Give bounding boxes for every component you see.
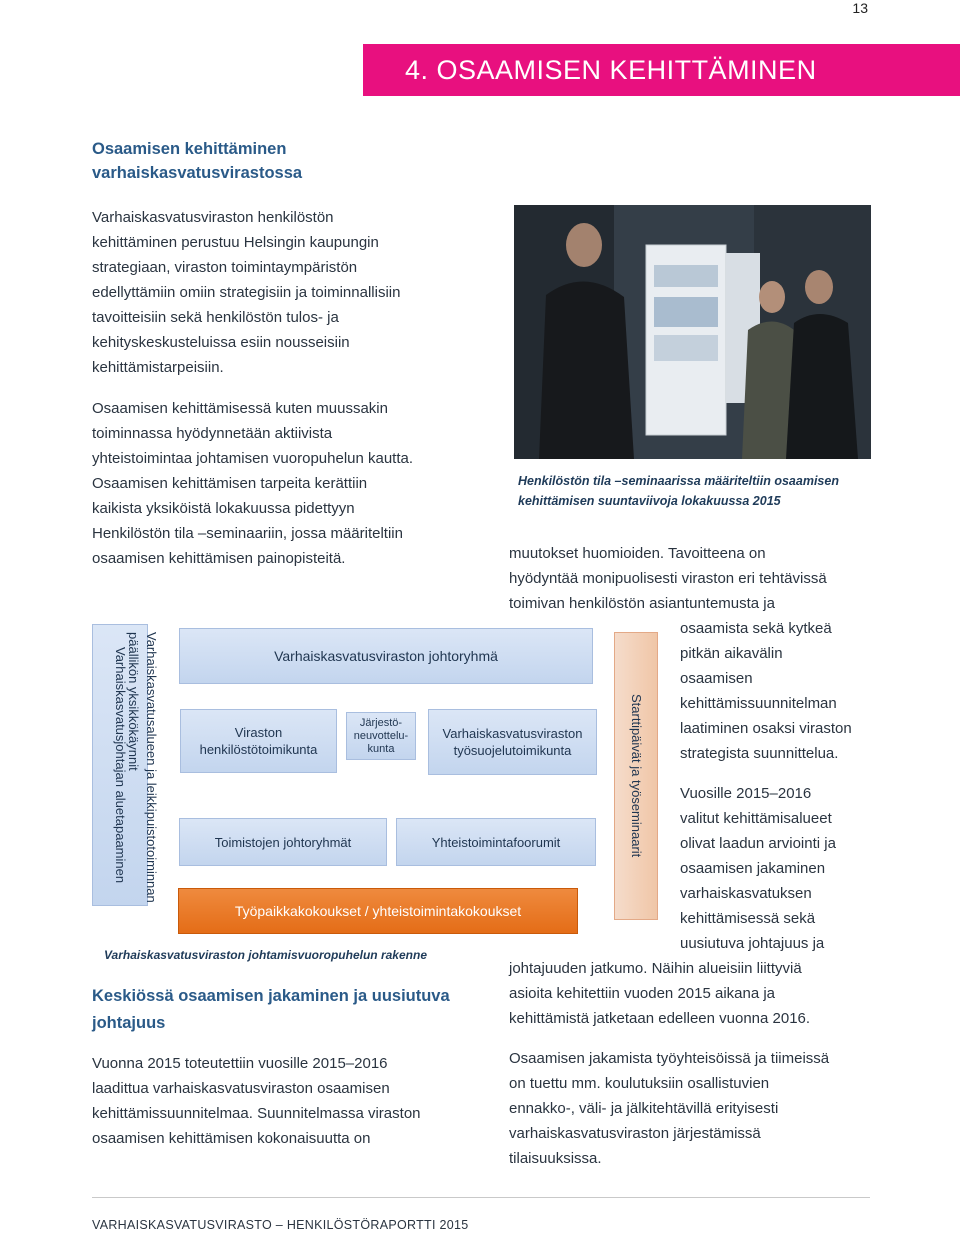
text-line: varhaiskasvatusviraston järjestämissä [509, 1125, 761, 1142]
text-line: johtajuuden jatkumo. Näihin alueisiin liittyviä [509, 960, 802, 977]
box-line: työsuojelutoimikunta [453, 743, 572, 758]
focus-areas-paragraph-full [509, 956, 810, 1031]
right-bar-label: Starttipäivät ja työseminaarit [629, 694, 644, 858]
text-line: kehittämistarpeisiin. [92, 359, 224, 376]
text-line: Osaamisen kehittämisen tarpeita kerättiin [92, 475, 368, 492]
diagram-caption: Varhaiskasvatusviraston johtamisvuoropuhelun rakenne [104, 948, 427, 962]
text-line: osaamisen [680, 670, 753, 687]
left-bar-inner-labels [116, 632, 168, 904]
text-line: Osaamisen jakamista työyhteisöissä ja tiimeissä [509, 1050, 830, 1067]
safety-committee-box [428, 709, 597, 775]
footer-divider [92, 1197, 870, 1198]
text-line: valitut kehittämisalueet [680, 810, 832, 827]
intro-paragraph [92, 205, 400, 380]
page-number: 13 [852, 0, 868, 16]
caption-line: kehittämisen suuntaviivoja lokakuussa 2015 [518, 494, 781, 508]
text-line: toimivan henkilöstön asiantuntemusta ja [509, 595, 775, 612]
left-bar-inner-line: Varhaiskasvatusalueen ja leikkipuistotoiminnan [144, 632, 159, 903]
goal-paragraph-full [509, 541, 827, 616]
text-line: on tuettu mm. koulutuksiin osallistuvien [509, 1075, 770, 1092]
leadership-dialogue-diagram [92, 624, 666, 940]
text-line: edellyttämiin omiin strategisiin ja toiminnallisiin [92, 284, 401, 301]
heading-line: varhaiskasvatusvirastossa [92, 164, 303, 182]
plan-paragraph [92, 1051, 421, 1151]
photo-caption [518, 471, 839, 511]
office-management-teams-box: Toimistojen johtoryhmät [179, 818, 387, 866]
text-line: pitkän aikavälin [680, 645, 783, 662]
start-days-vertical-bar [614, 632, 658, 920]
left-bar-inner-line: päällikön yksikkökäynnit [126, 632, 141, 771]
text-line: varhaiskasvatuksen [680, 885, 812, 902]
text-line: yhteistoimintaa johtamisen vuoropuhelun kautta. [92, 450, 414, 467]
text-line: Henkilöstön tila –seminaariin, jossa määriteltiin [92, 525, 403, 542]
union-council-box [346, 712, 416, 760]
text-line: kehittämisessä sekä [680, 910, 816, 927]
text-line: tilaisuuksissa. [509, 1150, 602, 1167]
workplace-meetings-bar: Työpaikkakokoukset / yhteistoimintakokoukset [178, 888, 578, 934]
box-line: henkilöstötoimikunta [199, 742, 318, 757]
text-line: uusiutuva johtajuus ja [680, 935, 825, 952]
section-heading [92, 983, 450, 1037]
text-line: asioita kehitettiin vuoden 2015 aikana ja [509, 985, 776, 1002]
goal-paragraph-narrow [680, 616, 852, 766]
section-heading [92, 137, 302, 185]
box-line: Viraston [234, 725, 283, 740]
text-line: osaamista sekä kytkeä [680, 620, 832, 637]
text-line: tavoitteisiin sekä henkilöstön tulos- ja [92, 309, 339, 326]
text-line: strategista suunnittelua. [680, 745, 839, 762]
collaboration-paragraph [92, 396, 413, 571]
text-line: ennakko-, väli- ja jälkitehtävillä erityisesti [509, 1100, 779, 1117]
left-bar-outer-label: Varhaiskasvatusjohtajan aluetapaaminen [113, 646, 128, 884]
box-line: Varhaiskasvatusviraston [442, 726, 583, 741]
text-line: kehityskeskusteluissa esiin nousseisiin [92, 334, 350, 351]
sharing-paragraph [509, 1046, 829, 1171]
box-line: kunta [367, 742, 395, 755]
text-line: kaikista yksiköistä lokakuussa pidettyyn [92, 500, 355, 517]
text-line: Varhaiskasvatusviraston henkilöstön [92, 209, 334, 226]
text-line: strategiaan, viraston toimintaympäristön [92, 259, 358, 276]
chapter-banner: 4. OSAAMISEN KEHITTÄMINEN [363, 44, 960, 96]
seminar-photo [514, 205, 871, 459]
text-line: Vuonna 2015 toteutettiin vuosille 2015–2016 [92, 1055, 388, 1072]
management-team-box: Varhaiskasvatusviraston johtoryhmä [179, 628, 593, 684]
heading-line: johtajuus [92, 1014, 166, 1032]
text-line: laadittua varhaiskasvatusviraston osaamisen [92, 1080, 390, 1097]
text-line: toiminnassa hyödynnetään aktiivista [92, 425, 333, 442]
text-line: hyödyntää monipuolisesti viraston eri tehtävissä [509, 570, 827, 587]
text-line: osaamisen jakaminen [680, 860, 826, 877]
focus-areas-paragraph-narrow [680, 781, 836, 956]
seminar-photo-illustration [514, 205, 871, 459]
text-line: muutokset huomioiden. Tavoitteena on [509, 545, 766, 562]
box-line: neuvottelu- [353, 729, 409, 742]
heading-line: Osaamisen kehittäminen [92, 140, 287, 158]
text-line: kehittämissuunnitelman [680, 695, 837, 712]
text-line: Osaamisen kehittämisessä kuten muussakin [92, 400, 388, 417]
caption-line: Henkilöstön tila –seminaarissa määriteltiin osaamisen [518, 474, 839, 488]
text-line: laatiminen osaksi viraston [680, 720, 852, 737]
text-line: Vuosille 2015–2016 [680, 785, 812, 802]
cooperation-forums-box: Yhteistoimintafoorumit [396, 818, 596, 866]
footer-text: VARHAISKASVATUSVIRASTO – HENKILÖSTÖRAPORTTI 2015 [92, 1218, 469, 1232]
text-line: olivat laadun arviointi ja [680, 835, 836, 852]
text-line: osaamisen kehittämisen painopisteitä. [92, 550, 346, 567]
text-line: kehittämistä jatketaan edelleen vuonna 2016. [509, 1010, 811, 1027]
heading-line: Keskiössä osaamisen jakaminen ja uusiutuva [92, 987, 450, 1005]
text-line: osaamisen kehittämisen kokonaisuutta on [92, 1130, 371, 1147]
text-line: kehittämissuunnitelmaa. Suunnitelmassa viraston [92, 1105, 421, 1122]
personnel-committee-box [180, 709, 337, 773]
text-line: kehittäminen perustuu Helsingin kaupungin [92, 234, 379, 251]
box-line: Järjestö- [359, 716, 403, 729]
